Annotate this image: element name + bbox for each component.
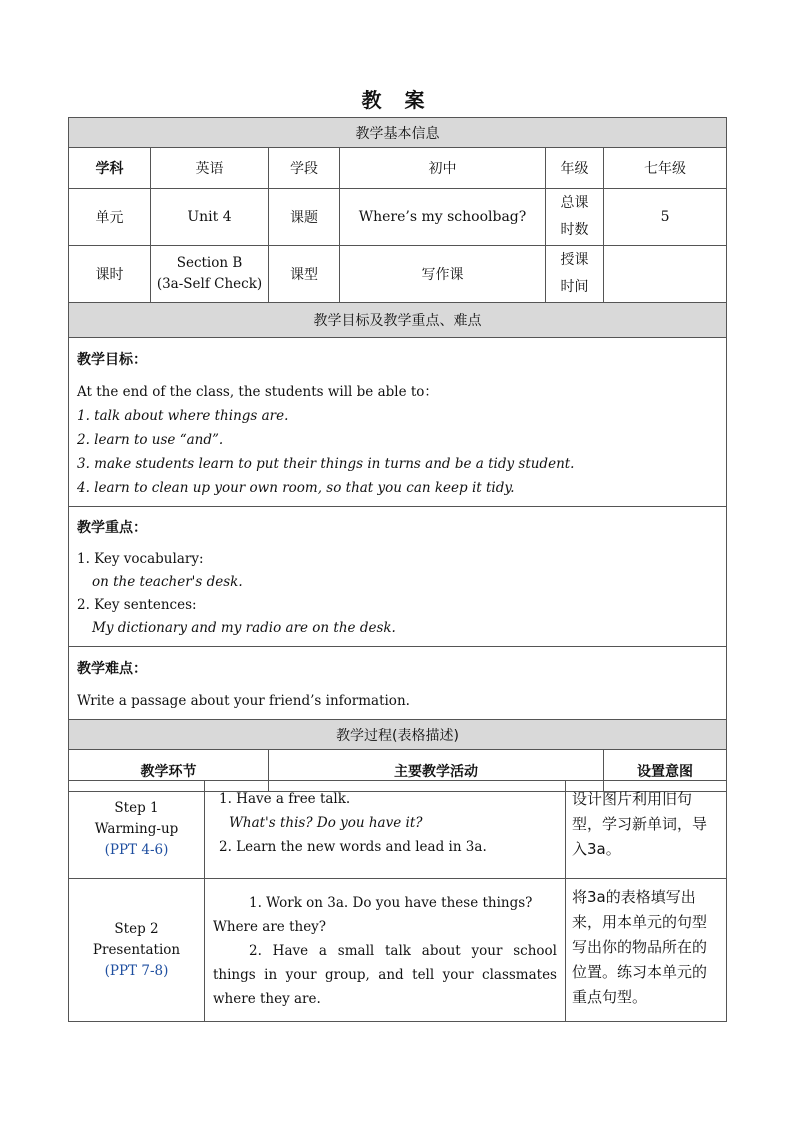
difficulties-text: Write a passage about your friend’s information.	[77, 693, 410, 709]
step2-activities: 1. Work on 3a. Do you have these things? Where are they? 2. Have a small talk about your school things in your group, and tell your classmates where they are.	[205, 879, 566, 1022]
lesson-plan-table	[68, 117, 727, 792]
process-table	[68, 780, 727, 1022]
total-hours-label: 总课 时数	[546, 189, 604, 246]
topic-value: Where’s my schoolbag?	[340, 189, 546, 246]
stage-label: 学段	[269, 148, 340, 189]
grade-value: 七年级	[604, 148, 727, 189]
unit-value: Unit 4	[151, 189, 269, 246]
time-label: 授课 时间	[546, 246, 604, 303]
col-stage-header: 教学环节	[69, 750, 269, 792]
grade-label: 年级	[546, 148, 604, 189]
step2-intent: 将3a的表格填写出来，用本单元的句型写出你的物品所在的位置。练习本单元的重点句型。	[566, 879, 727, 1022]
objectives-intro: At the end of the class, the students will be able to：	[77, 384, 438, 400]
objective-item: 2. learn to use “and”.	[77, 432, 224, 448]
objective-item: 3. make students learn to put their things in turns and be a tidy student.	[77, 456, 575, 472]
period-value: Section B (3a-Self Check)	[151, 246, 269, 303]
stage-value: 初中	[340, 148, 546, 189]
col-intent-header: 设置意图	[604, 750, 727, 792]
key-points-section	[69, 507, 727, 647]
total-hours-value: 5	[604, 189, 727, 246]
key-sentences-label: 2. Key sentences:	[77, 597, 197, 613]
step2-stage: Step 2 Presentation (PPT 7-8)	[69, 879, 205, 1022]
key-points-heading: 教学重点：	[77, 520, 147, 536]
time-value	[604, 246, 727, 303]
unit-label: 单元	[69, 189, 151, 246]
subject-value: 英语	[151, 148, 269, 189]
step1-stage: Step 1 Warming-up (PPT 4-6)	[69, 781, 205, 879]
goals-header: 教学目标及教学重点、难点	[69, 303, 727, 338]
objective-item: 1. talk about where things are.	[77, 408, 289, 424]
topic-label: 课题	[269, 189, 340, 246]
step1-ppt: (PPT 4-6)	[104, 842, 169, 858]
step1-intent: 设计图片利用旧句型，学习新单词，导入3a。	[566, 781, 727, 879]
key-vocabulary-example: on the teacher's desk.	[92, 574, 243, 590]
type-value: 写作课	[340, 246, 546, 303]
key-sentences-example: My dictionary and my radio are on the desk.	[92, 620, 396, 636]
difficulties-heading: 教学难点：	[77, 661, 147, 677]
col-activity-header: 主要教学活动	[269, 750, 604, 792]
process-header: 教学过程(表格描述)	[69, 720, 727, 750]
objectives-section	[69, 338, 727, 507]
difficulties-section	[69, 647, 727, 720]
objectives-heading: 教学目标：	[77, 352, 147, 368]
basic-info-header: 教学基本信息	[69, 118, 727, 148]
key-vocabulary-label: 1. Key vocabulary:	[77, 551, 204, 567]
type-label: 课型	[269, 246, 340, 303]
step1-activities: 1. Have a free talk. What's this? Do you have it? 2. Learn the new words and lead in 3a.	[205, 781, 566, 879]
step2-ppt: (PPT 7-8)	[104, 962, 169, 979]
subject-label: 学科	[69, 148, 151, 189]
period-label: 课时	[69, 246, 151, 303]
objective-item: 4. learn to clean up your own room, so that you can keep it tidy.	[77, 480, 515, 496]
page-title: 教 案	[361, 88, 433, 112]
